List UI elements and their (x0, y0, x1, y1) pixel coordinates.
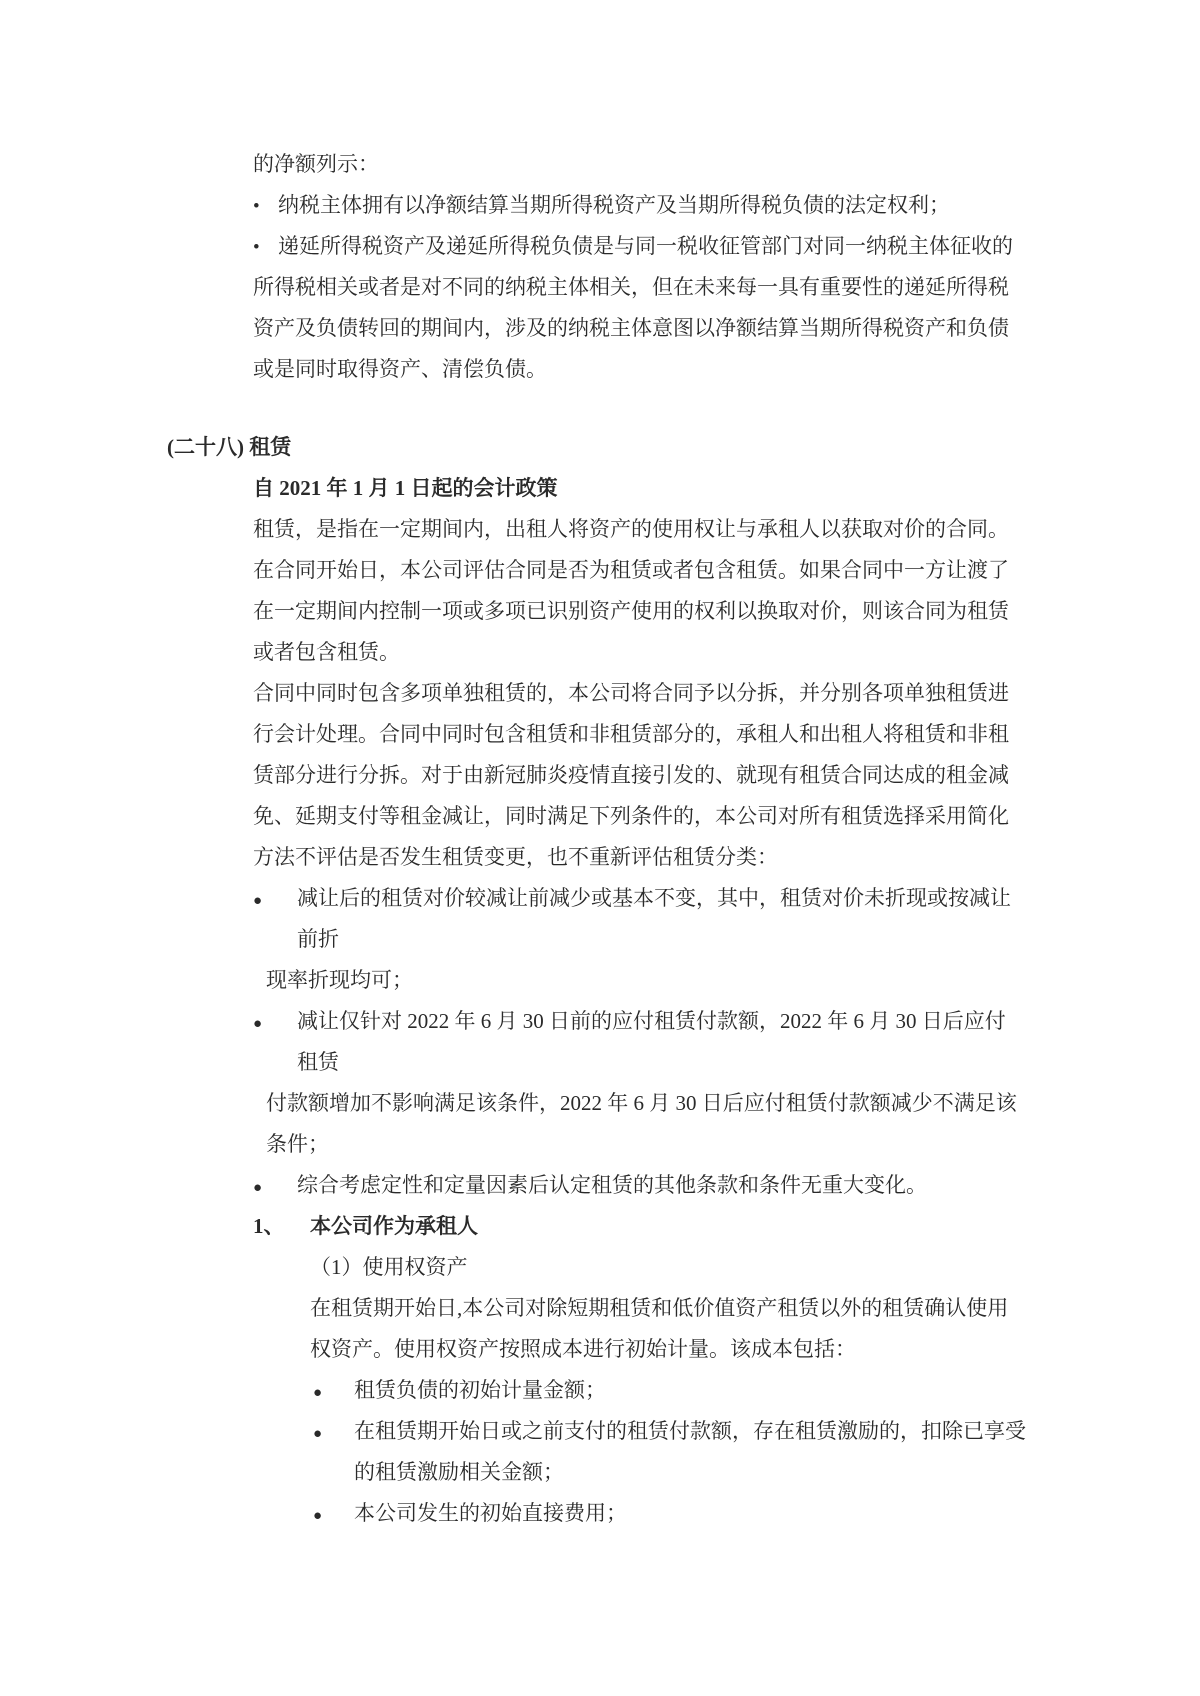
text-line: （1）使用权资产 (310, 1255, 468, 1279)
numbered-heading-lessee (0, 1206, 1200, 1247)
text-line (253, 878, 1200, 919)
text-line: 或是同时取得资产、清偿负债。 (253, 357, 547, 381)
bullet-icon: • (253, 196, 260, 217)
text-run: 本公司发生的初始直接费用； (354, 1501, 627, 1525)
text-line: 资产及负债转回的期间内，涉及的纳税主体意图以净额结算当期所得税资产和负债 (253, 316, 1009, 340)
text-line (253, 226, 1200, 267)
text-line: 的净额列示： (253, 152, 379, 176)
text-line: 在合同开始日，本公司评估合同是否为租赁或者包含租赁。如果合同中一方让渡了 (253, 558, 1009, 582)
text-line: 自 2021 年 1 月 1 日起的会计政策 (253, 476, 558, 500)
text-line (253, 1165, 1200, 1206)
text-line: 在租赁期开始日,本公司对除短期租赁和低价值资产租赁以外的租赁确认使用 (310, 1296, 1009, 1320)
text-line: 付款额增加不影响满足该条件，2022 年 6 月 30 日后应付租赁付款额减少不满足该 (266, 1091, 1017, 1115)
text-line (313, 1411, 1200, 1452)
sub-bullet-item (0, 1370, 1200, 1411)
paragraph-net-amount (0, 144, 1200, 185)
text-line: 赁部分进行分拆。对于由新冠肺炎疫情直接引发的、就现有租赁合同达成的租金减 (253, 763, 1009, 787)
bullet-icon: ● (253, 1016, 263, 1032)
text-run: 减让仅针对 2022 年 6 月 30 日前的应付租赁付款额，2022 年 6 月 30 日后应付 (297, 1009, 1006, 1033)
text-line: 前折 (297, 927, 339, 951)
sub-bullet-item (0, 1411, 1200, 1493)
bullet-icon: ● (253, 893, 263, 909)
section-heading-lease (0, 427, 1200, 468)
bullet-item (0, 226, 1200, 390)
text-line: 的租赁激励相关金额； (354, 1460, 564, 1484)
text-run: 纳税主体拥有以净额结算当期所得税资产及当期所得税负债的法定权利； (278, 193, 950, 217)
text-run: 本公司作为承租人 (310, 1214, 478, 1238)
paragraph-lease-definition (0, 509, 1200, 878)
text-line: 行会计处理。合同中同时包含租赁和非租赁部分的，承租人和出租人将租赁和非租 (253, 722, 1009, 746)
text-run: 递延所得税资产及递延所得税负债是与同一税收征管部门对同一纳税主体征收的 (278, 234, 1013, 258)
continuation-paragraph (0, 960, 1200, 1001)
text-line (253, 1001, 1200, 1042)
continuation-paragraph (0, 1083, 1200, 1165)
text-line: 所得税相关或者是对不同的纳税主体相关，但在未来每一具有重要性的递延所得税 (253, 275, 1009, 299)
list-number: 1、 (253, 1214, 285, 1238)
bullet-item (0, 1165, 1200, 1206)
text-run: 减让后的租赁对价较减让前减少或基本不变，其中，租赁对价未折现或按减让 (297, 886, 1011, 910)
sub-heading-right-of-use-asset (0, 1247, 1200, 1288)
bullet-icon: ● (253, 1180, 263, 1196)
text-line: 合同中同时包含多项单独租赁的，本公司将合同予以分拆，并分别各项单独租赁进 (253, 681, 1009, 705)
text-line: 方法不评估是否发生租赁变更，也不重新评估租赁分类： (253, 845, 778, 869)
text-line: 条件； (266, 1132, 329, 1156)
bullet-icon: ● (313, 1426, 323, 1442)
text-line (313, 1493, 1200, 1534)
policy-date-heading (0, 468, 1200, 509)
text-line: 租赁 (297, 1050, 339, 1074)
text-line: 或者包含租赁。 (253, 640, 400, 664)
text-run: 租赁负债的初始计量金额； (354, 1378, 606, 1402)
bullet-item (0, 1001, 1200, 1083)
text-line: 租赁，是指在一定期间内，出租人将资产的使用权让与承租人以获取对价的合同。 (253, 517, 1009, 541)
text-line (313, 1370, 1200, 1411)
text-line (253, 1206, 1200, 1247)
bullet-item (0, 878, 1200, 960)
text-run: 综合考虑定性和定量因素后认定租赁的其他条款和条件无重大变化。 (297, 1173, 927, 1197)
document-content (0, 144, 1200, 1534)
bullet-icon: ● (313, 1508, 323, 1524)
text-line: (二十八) 租赁 (167, 435, 292, 459)
text-run: 在租赁期开始日或之前支付的租赁付款额，存在租赁激励的，扣除已享受 (354, 1419, 1026, 1443)
sub-bullet-item (0, 1493, 1200, 1534)
text-line: 现率折现均可； (266, 968, 413, 992)
text-line: 在一定期间内控制一项或多项已识别资产使用的权利以换取对价，则该合同为租赁 (253, 599, 1009, 623)
text-line (253, 185, 1200, 226)
bullet-icon: ● (313, 1385, 323, 1401)
sub-paragraph (0, 1288, 1200, 1370)
bullet-icon: • (253, 237, 260, 258)
text-line: 免、延期支付等租金减让，同时满足下列条件的，本公司对所有租赁选择采用简化 (253, 804, 1009, 828)
bullet-item (0, 185, 1200, 226)
text-line: 权资产。使用权资产按照成本进行初始计量。该成本包括： (310, 1337, 856, 1361)
